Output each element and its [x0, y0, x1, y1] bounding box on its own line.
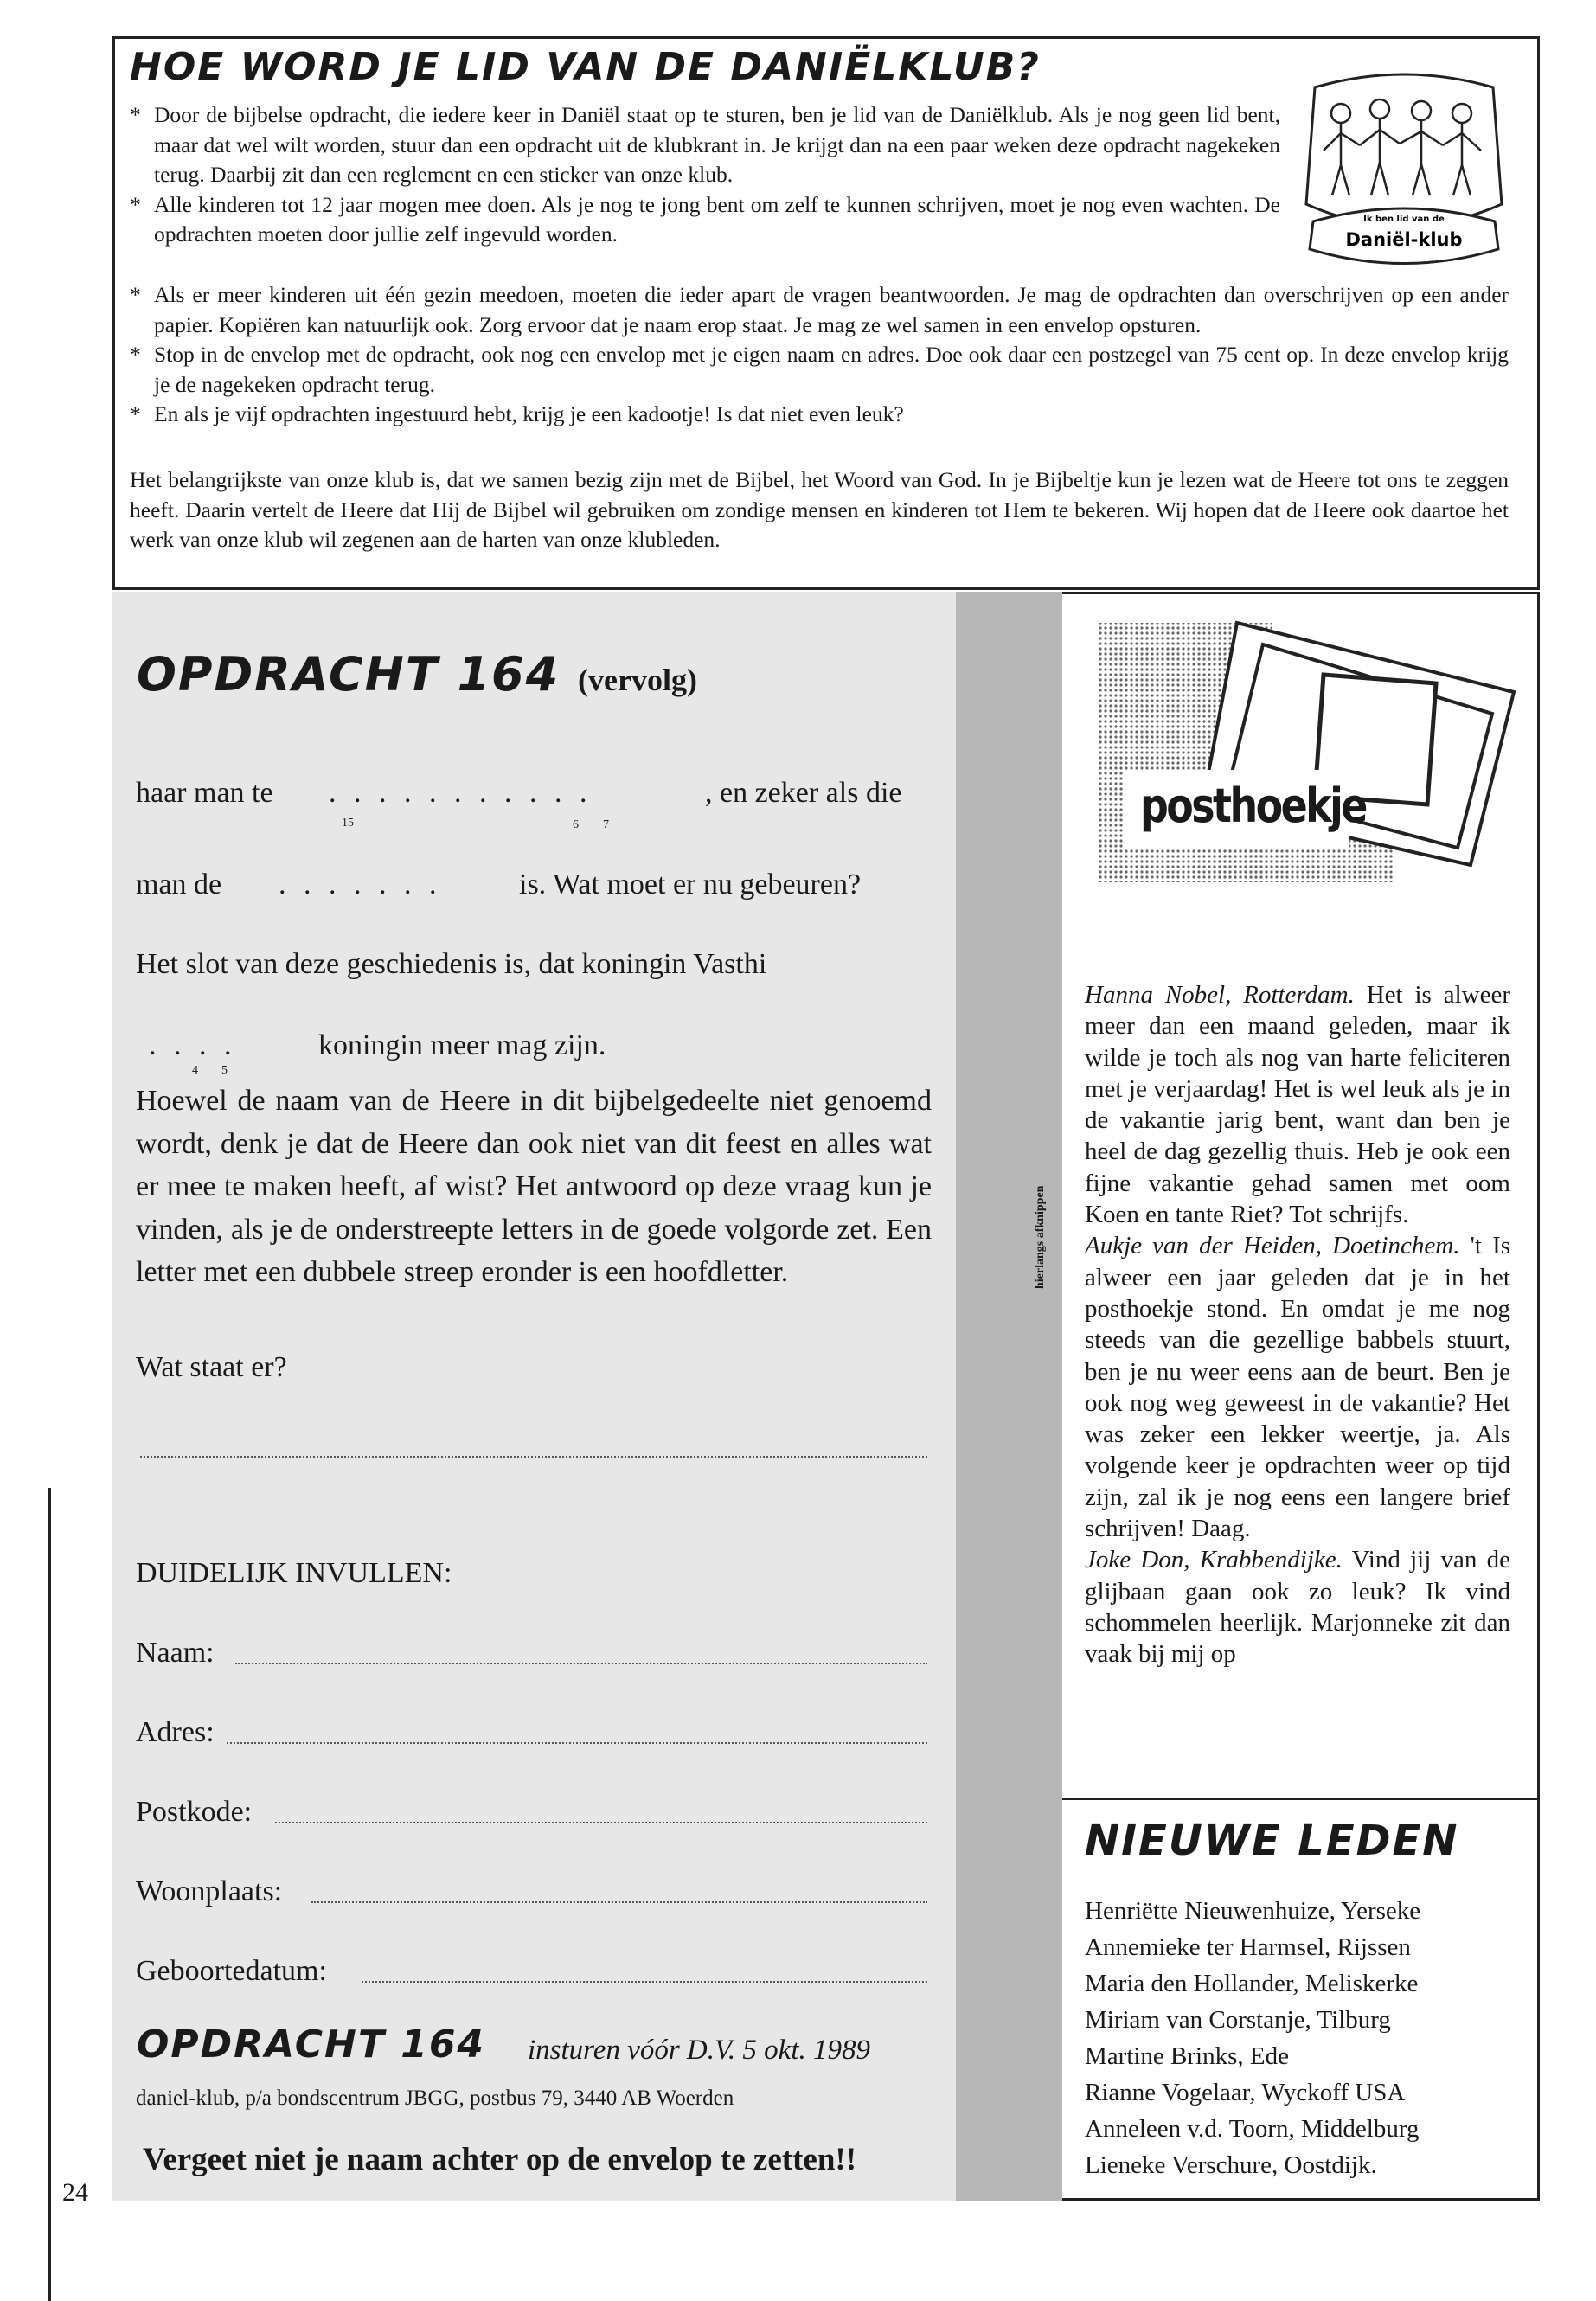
letter-body: Vind jij van de glijbaan gaan ook zo leuk? Ik vind schommelen heerlijk. Marjonneke zit dan vaak bij mij op	[1085, 1546, 1510, 1669]
birthdate-label: Geboortedatum:	[136, 1955, 327, 1987]
letter-index: 6	[573, 818, 579, 831]
city-field[interactable]	[311, 1901, 927, 1903]
list-item: Martine Brinks, Ede	[1085, 2042, 1289, 2070]
assignment-prose: Hoewel de naam van de Heere in dit bijbelgedeelte niet genoemd wordt, denk je dat de Heere dan ook niet van dit feest en alles wat er mee te maken heeft, af wist? Het antwoord op deze vraag kun je vinden, als je de onderstreepte letters in de goede volgorde zet. Een letter met een dubbele streep eronder is een hoofdletter.	[136, 1085, 932, 1288]
list-item: Annemieke ter Harmsel, Rijssen	[1085, 1933, 1411, 1961]
puzzle-line-3: Het slot van deze geschiedenis is, dat koningin Vasthi	[136, 948, 767, 980]
posthoekje-title: posthoekje	[1140, 779, 1366, 833]
fill-heading: DUIDELIJK INVULLEN:	[136, 1557, 452, 1589]
club-intro-text: Het belangrijkste van onze klub is, dat we samen bezig zijn met de Bijbel, het Woord van God. In je Bijbeltje kun je lezen wat de Heere tot ons te zeggen heeft. Daarin vertelt de Heere dat Hij de Bijbel wil gebruiken om zondige mensen en kinderen tot Hem te bekeren. Wij hopen dat de Heere ook daartoe het werk van onze klub wil zegenen aan de harten van onze klubleden.	[130, 467, 1509, 553]
list-item: Maria den Hollander, Meliskerke	[1085, 1970, 1419, 1997]
letter-index: 15	[342, 817, 354, 830]
rule-item: * Als er meer kinderen uit één gezin meedoen, moeten die ieder apart de vragen beantwoorden. Je mag de opdrachten dan overschrijven op een ander papier. Kopiëren kan natuurlijk ook. Zorg ervoor dat je naam erop staat. Je mag ze wel samen in een envelop opsturen.	[130, 280, 1509, 340]
new-members-list	[1085, 1893, 1420, 2183]
page-number: 24	[62, 2178, 88, 2207]
puzzle-line-2-blanks[interactable]: . . . . . . .	[279, 868, 442, 901]
envelope-illustration	[1099, 606, 1531, 891]
footer-deadline: insturen vóór D.V. 5 okt. 1989	[528, 2035, 870, 2066]
gray-strip	[956, 592, 1062, 2201]
postcode-label: Postkode:	[136, 1796, 253, 1828]
puzzle-line-1-end: , en zeker als die	[705, 777, 902, 809]
address-label: Adres:	[136, 1716, 215, 1748]
strip-cut-label: hierlangs afknippen	[1034, 1185, 1047, 1289]
postcode-field[interactable]	[275, 1822, 927, 1823]
rule-item: * En als je vijf opdrachten ingestuurd hebt, krijg je een kadootje! Is dat niet even leuk?	[130, 400, 1509, 430]
letter-recipient: Joke Don, Krabbendijke.	[1085, 1546, 1343, 1574]
posthoekje-letters	[1085, 979, 1510, 1670]
birthdate-field[interactable]	[362, 1981, 927, 1983]
letter-index: 4	[192, 1064, 198, 1077]
rule-item: * Alle kinderen tot 12 jaar mogen mee doen. Als je nog te jong bent om zelf te kunnen schrijven, moet je nog even wachten. De opdrachten moeten door jullie zelf ingevuld worden.	[130, 190, 1280, 250]
club-rules-list-top	[130, 100, 1280, 250]
rule-item: * Door de bijbelse opdracht, die iedere keer in Daniël staat op te sturen, ben je lid van de Daniëlklub. Als je nog geen lid bent, maar dat wel wilt worden, stuur dan een opdracht uit de klubkrant in. Je krijgt dan na een paar weken deze opdracht nagekeken terug. Daarbij zit dan een reglement en een sticker van onze klub.	[130, 100, 1280, 190]
assignment-title-text: OPDRACHT 164	[137, 647, 561, 702]
assignment-subtitle: (vervolg)	[578, 663, 697, 697]
puzzle-line-4-blanks[interactable]: . . . .	[149, 1029, 237, 1061]
assignment-title	[137, 647, 697, 702]
letter-recipient: Aukje van der Heiden, Doetinchem.	[1085, 1232, 1460, 1260]
right-column-divider	[1062, 1798, 1540, 1800]
name-field[interactable]	[235, 1663, 927, 1664]
list-item: Anneleen v.d. Toorn, Middelburg	[1085, 2115, 1420, 2143]
page-margin-rule	[48, 1488, 51, 2301]
rule-item: * Stop in de envelop met de opdracht, ook nog een envelop met je eigen naam en adres. Doe ook daar een postzegel van 75 cent op. In deze envelop krijg je de nagekeken opdracht terug.	[130, 340, 1509, 400]
footer-title: OPDRACHT 164	[137, 2022, 486, 2067]
puzzle-line-1-blanks[interactable]: . . . . . . . . . . .	[329, 777, 593, 809]
club-badge-illustration	[1298, 66, 1510, 282]
club-badge	[1298, 66, 1510, 282]
letter-index: 5	[221, 1064, 228, 1077]
list-item: Lieneke Verschure, Oostdijk.	[1085, 2151, 1377, 2179]
badge-line-2: Daniël-klub	[1345, 229, 1463, 250]
puzzle-line-4-end: koningin meer mag zijn.	[318, 1029, 606, 1061]
badge-line-1: Ik ben lid van de	[1363, 215, 1445, 224]
puzzle-line-2-start: man de	[136, 868, 222, 901]
puzzle-line-2-end: is. Wat moet er nu gebeuren?	[519, 868, 862, 901]
footer-address: daniel-klub, p/a bondscentrum JBGG, postbus 79, 3440 AB Woerden	[136, 2086, 734, 2110]
list-item: Rianne Vogelaar, Wyckoff USA	[1085, 2079, 1406, 2106]
address-field[interactable]	[227, 1742, 927, 1744]
list-item: Miriam van Corstanje, Tilburg	[1085, 2006, 1391, 2034]
name-label: Naam:	[136, 1637, 215, 1669]
list-item: Henriëtte Nieuwenhuize, Yerseke	[1085, 1897, 1421, 1925]
new-members-title: NIEUWE LEDEN	[1085, 1817, 1459, 1865]
club-rules-list-bottom	[130, 280, 1509, 430]
question-label: Wat staat er?	[136, 1351, 287, 1383]
club-info-heading: HOE WORD JE LID VAN DE DANIËLKLUB?	[130, 45, 1041, 89]
city-label: Woonplaats:	[136, 1875, 283, 1907]
letter-index: 7	[603, 818, 609, 831]
footer-reminder: Vergeet niet je naam achter op de envelop te zetten!!	[143, 2142, 857, 2177]
answer-line[interactable]	[140, 1456, 927, 1458]
posthoekje-header	[1099, 606, 1531, 891]
puzzle-line-1-start: haar man te	[136, 777, 273, 809]
letter-recipient: Hanna Nobel, Rotterdam.	[1085, 981, 1355, 1009]
letter-body: Het is alweer meer dan een maand geleden, maar ik wilde je toch als nog van harte feliciteren met je verjaardag! Het is wel leuk als je in de vakantie jarig bent, want dan ben je heel de dag gezellig thuis. Heb je ook een fijne vakantie gehad samen met oom Koen en tante Riet? Tot schrijfs.	[1085, 981, 1510, 1229]
letter-body: 't Is alweer een jaar geleden dat je in het posthoekje stond. En omdat je me nog steeds van die gezellige babbels stuurt, ben je nu weer eens aan de beurt. Ben je ook nog weg geweest in de vakantie? Het was zeker een lekker weertje, ja. Als volgende keer je opdrachten weer op tijd zijn, zal ik je nog eens een langere brief schrijven! Daag.	[1085, 1232, 1511, 1543]
